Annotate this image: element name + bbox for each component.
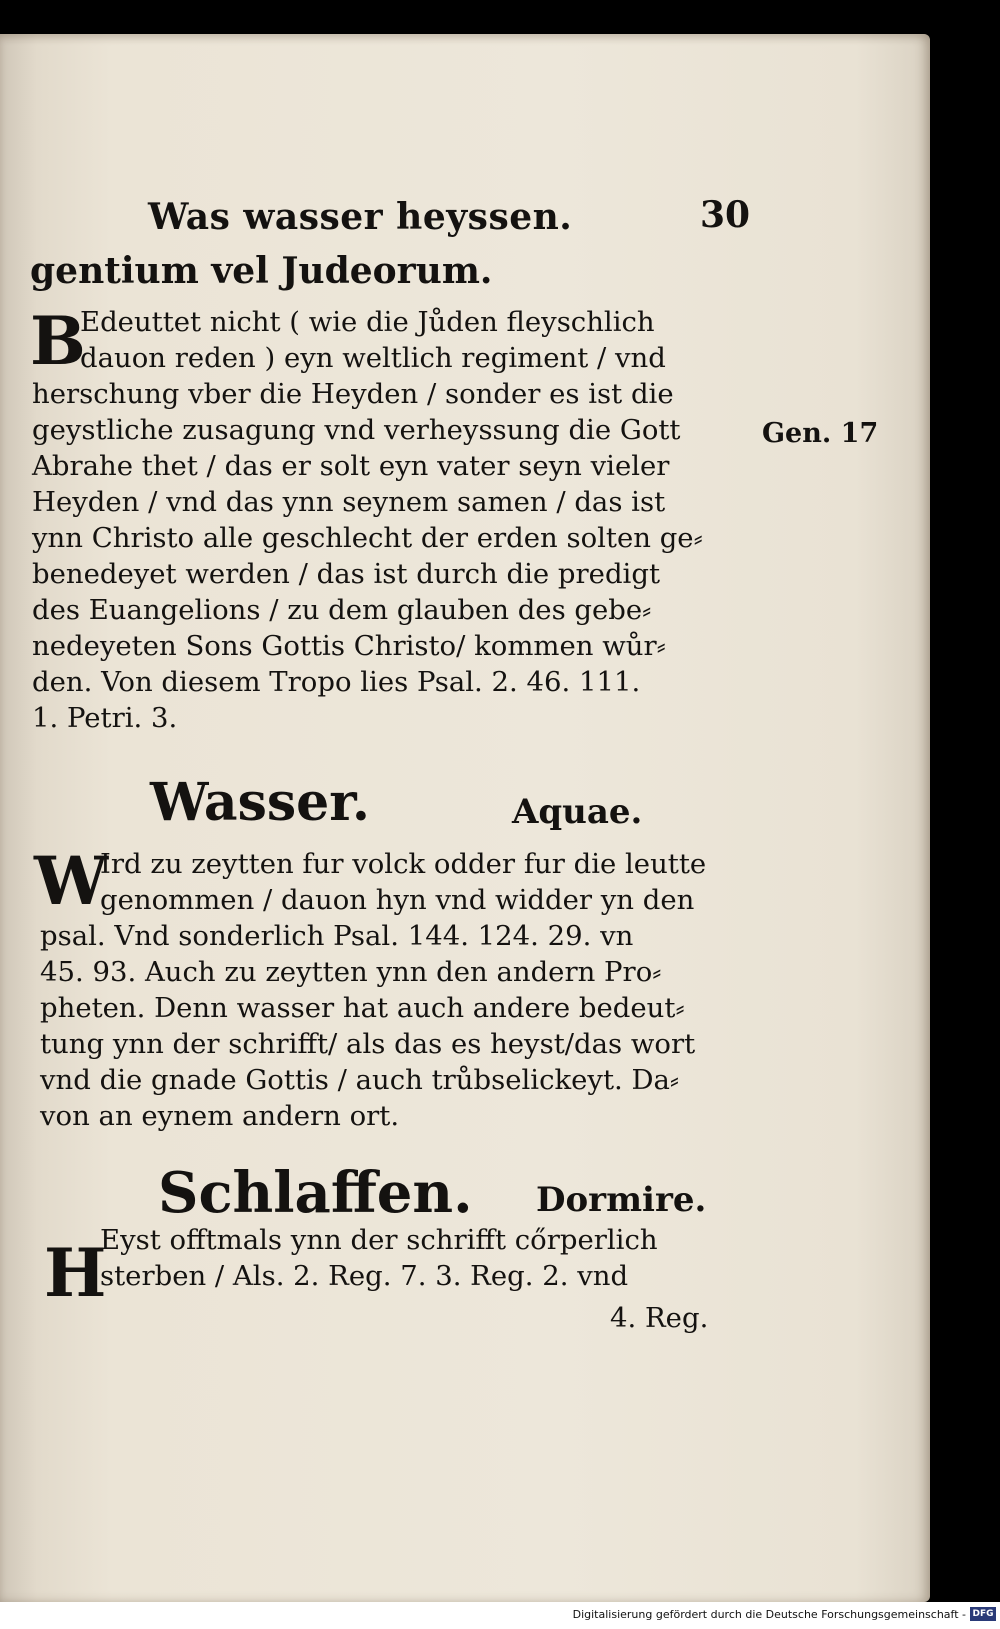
text-line: nedeyeten Sons Gottis Christo/ kommen wůr⸗ [32, 630, 666, 662]
text-line: Abrahe thet / das er solt eyn vater seyn vieler [32, 450, 670, 482]
dfg-logo: DFG [970, 1607, 996, 1621]
section-subtitle: gentium vel Judeorum. [30, 250, 493, 292]
text-line: tung ynn der schrifft/ als das es heyst/das wort [40, 1028, 696, 1060]
text-line: geystliche zusagung vnd verheyssung die Gott [32, 414, 681, 446]
heading-wasser: Wasser. [150, 772, 370, 833]
drop-cap-w: W [34, 842, 109, 920]
text-line: den. Von diesem Tropo lies Psal. 2. 46. 111. [32, 666, 641, 698]
digitization-credit: Digitalisierung gefördert durch die Deutsche Forschungsgemeinschaft - [572, 1608, 966, 1621]
section1-text [32, 376, 703, 736]
heading-dormire: Dormire. [536, 1180, 707, 1220]
text-line: des Euangelions / zu dem glauben des gebe⸗ [32, 594, 652, 626]
section3-text-end [610, 1300, 708, 1336]
text-line: ynn Christo alle geschlecht der erden solten ge⸗ [32, 522, 703, 554]
heading-aquae: Aquae. [512, 792, 643, 832]
drop-cap-b: B [30, 302, 86, 380]
text-line: genommen / dauon hyn vnd widder yn den [100, 884, 695, 916]
text-line: Eyst offtmals ynn der schrifft cőrperlich [100, 1224, 658, 1256]
section2-text [40, 918, 695, 1134]
text-line: 4. Reg. [610, 1302, 709, 1334]
text-line: pheten. Denn wasser hat auch andere bedeut⸗ [40, 992, 685, 1024]
text-line: Ird zu zeytten fur volck odder fur die leutte [100, 848, 707, 880]
text-line: von an eynem andern ort. [40, 1100, 400, 1132]
section1-text-top [80, 304, 666, 376]
section3-text [100, 1222, 658, 1294]
drop-cap-h: H [44, 1234, 107, 1312]
text-line: Heyden / vnd das ynn seynem samen / das ist [32, 486, 666, 518]
text-line: psal. Vnd sonderlich Psal. 144. 124. 29. vn [40, 920, 634, 952]
text-line: sterben / Als. 2. Reg. 7. 3. Reg. 2. vnd [100, 1260, 629, 1292]
page-number: 30 [700, 194, 751, 236]
text-line: dauon reden ) eyn weltlich regiment / vnd [80, 342, 666, 374]
section2-text-top [100, 846, 706, 918]
text-line: Edeuttet nicht ( wie die Jůden fleyschlich [80, 306, 655, 338]
text-line: benedeyet werden / das ist durch die predigt [32, 558, 661, 590]
text-line: vnd die gnade Gottis / auch trůbselickeyt. Da⸗ [40, 1064, 680, 1096]
running-head-title: Was wasser heyssen. [148, 196, 573, 238]
text-line: 1. Petri. 3. [32, 702, 178, 734]
heading-schlaffen: Schlaffen. [158, 1160, 473, 1226]
margin-note-genesis: Gen. 17 [762, 418, 879, 449]
text-line: herschung vber die Heyden / sonder es ist die [32, 378, 674, 410]
text-line: 45. 93. Auch zu zeytten ynn den andern Pro⸗ [40, 956, 662, 988]
